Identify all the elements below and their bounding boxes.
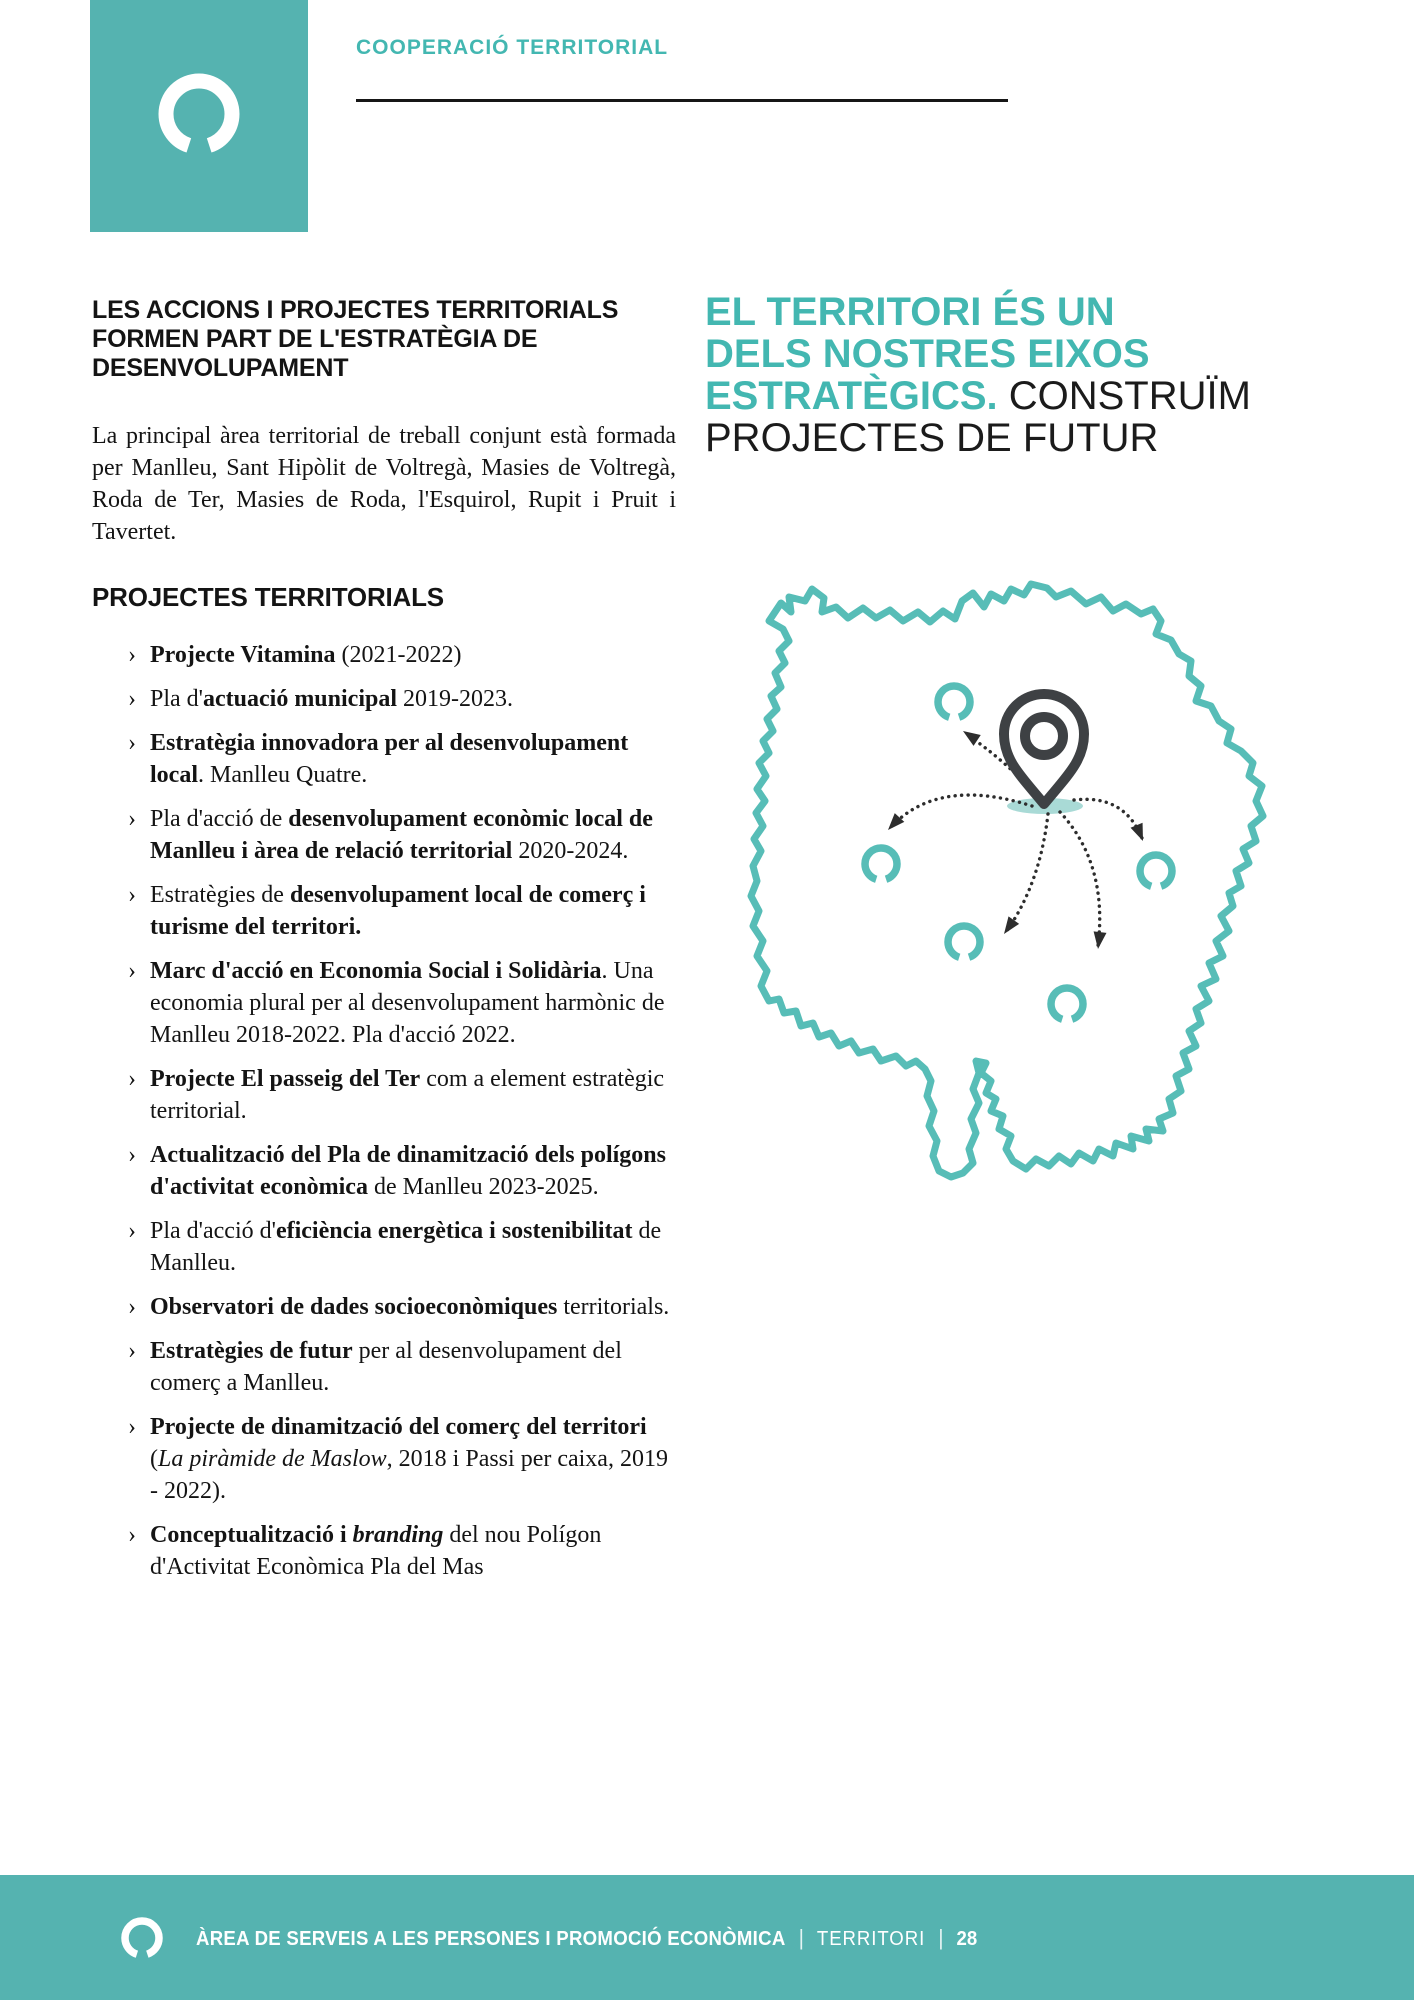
list-bullet: ›	[128, 1338, 136, 1364]
headline-line: EL TERRITORI ÉS UN	[705, 290, 1115, 334]
projects-list-title: PROJECTES TERRITORIALS	[92, 582, 444, 612]
right-column	[705, 291, 1251, 459]
dotted-arrow-icon	[890, 795, 1032, 828]
headline-line: DELS NOSTRES EIXOS	[705, 332, 1150, 376]
project-item: › Actualització del Pla de dinamització dels polígons d'activitat econòmica de Manlleu 2023-2025.	[92, 1139, 676, 1203]
footer-logo-ring-icon	[118, 1914, 166, 1962]
section-kicker: COOPERACIÓ TERRITORIAL	[356, 36, 669, 59]
headline-line: PROJECTES DE FUTUR	[705, 416, 1159, 460]
left-column	[92, 296, 676, 1595]
dotted-arrow-icon	[1074, 799, 1142, 838]
list-bullet: ›	[128, 1414, 136, 1440]
project-item: › Pla d'actuació municipal 2019-2023.	[92, 683, 676, 715]
flow-arrows	[883, 726, 1149, 950]
projects-list	[92, 639, 676, 1583]
project-item: › Pla d'acció d'eficiència energètica i sostenibilitat de Manlleu.	[92, 1215, 676, 1279]
map-marker-icon	[865, 848, 897, 880]
list-bullet: ›	[128, 1066, 136, 1092]
list-bullet: ›	[128, 882, 136, 908]
territory-outline-icon	[751, 584, 1263, 1177]
brand-logo-ring-icon	[90, 0, 308, 232]
map-marker-icon	[938, 686, 970, 718]
map-marker-icon	[948, 926, 980, 958]
brand-square	[90, 0, 308, 232]
list-bullet: ›	[128, 1218, 136, 1244]
list-bullet: ›	[128, 1522, 136, 1548]
location-pin-icon	[1004, 694, 1084, 804]
footer-page-number: 28	[956, 1927, 978, 1950]
headline-line: ESTRATÈGICS. CONSTRUÏM	[705, 374, 1251, 418]
list-bullet: ›	[128, 806, 136, 832]
page-title: LES ACCIONS I PROJECTES TERRITORIALS FORMEN PART DE L'ESTRATÈGIA DE DESENVOLUPAMENT	[92, 296, 619, 382]
project-item: › Projecte de dinamització del comerç del territori (La piràmide de Maslow, 2018 i Passi per caixa, 2019 - 2022).	[92, 1411, 676, 1507]
footer-bar	[0, 1875, 1414, 2000]
footer-area-label: ÀREA DE SERVEIS A LES PERSONES I PROMOCIÓ ECONÒMICA	[196, 1927, 786, 1950]
header-rule	[356, 99, 1008, 102]
list-bullet: ›	[128, 1142, 136, 1168]
list-bullet: ›	[128, 686, 136, 712]
footer-separator: |	[938, 1924, 944, 1950]
project-item: › Marc d'acció en Economia Social i Solidària. Una economia plural per al desenvolupament harmònic de Manlleu 2018-2022. Pla d'acció 2022.	[92, 955, 676, 1051]
project-item: › Estratègies de futur per al desenvolupament del comerç a Manlleu.	[92, 1335, 676, 1399]
dotted-arrow-icon	[1060, 812, 1100, 946]
project-item: › Pla d'acció de desenvolupament econòmic local de Manlleu i àrea de relació territorial 2020-2024.	[92, 803, 676, 867]
map-marker-icon	[1140, 855, 1172, 887]
territory-map	[680, 568, 1292, 1202]
map-marker-icon	[1051, 988, 1083, 1020]
footer-content	[0, 1914, 1036, 1962]
footer-text	[196, 1925, 977, 1951]
project-item: › Projecte Vitamina (2021-2022)	[92, 639, 676, 671]
footer-separator: |	[798, 1924, 804, 1950]
list-bullet: ›	[128, 642, 136, 668]
list-bullet: ›	[128, 730, 136, 756]
dotted-arrow-icon	[1006, 814, 1048, 932]
project-item: › Projecte El passeig del Ter com a element estratègic territorial.	[92, 1063, 676, 1127]
footer-section-label: TERRITORI	[816, 1927, 926, 1950]
list-bullet: ›	[128, 958, 136, 984]
town-markers	[865, 686, 1172, 1020]
intro-paragraph: La principal àrea territorial de treball conjunt està formada per Manlleu, Sant Hipòlit de Voltregà, Masies de Voltregà, Roda de Ter, Masies de Roda, l'Esquirol, Rupit i Pruit i Tavertet.	[92, 423, 676, 545]
project-item: › Conceptualització i branding del nou Polígon d'Activitat Econòmica Pla del Mas	[92, 1519, 676, 1583]
project-item: › Estratègies de desenvolupament local de comerç i turisme del territori.	[92, 879, 676, 943]
project-item: › Estratègia innovadora per al desenvolupament local. Manlleu Quatre.	[92, 727, 676, 791]
headline	[705, 291, 1251, 459]
project-item: › Observatori de dades socioeconòmiques territorials.	[92, 1291, 676, 1323]
list-bullet: ›	[128, 1294, 136, 1320]
